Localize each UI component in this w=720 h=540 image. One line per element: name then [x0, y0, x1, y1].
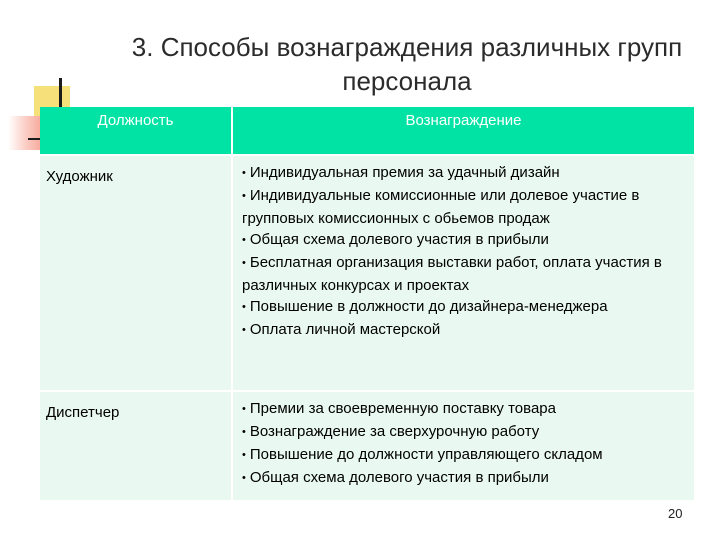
reward-item: • Оплата личной мастерской: [242, 319, 690, 342]
table-header-row: [40, 107, 694, 155]
page-number: 20: [668, 506, 683, 521]
table-row-artist: [40, 155, 694, 391]
header-position: Должность: [40, 107, 232, 155]
reward-item: • Вознаграждение за сверхурочную работу: [242, 421, 690, 444]
reward-list: [242, 398, 690, 490]
position-cell: Диспетчер: [40, 391, 232, 500]
table-row-dispatcher: [40, 391, 694, 500]
slide-title: 3. Способы вознаграждения различных групп персонала: [131, 32, 683, 96]
reward-cell: [232, 155, 694, 391]
reward-item: • Общая схема долевого участия в прибыли: [242, 467, 690, 490]
reward-table: [40, 107, 694, 500]
reward-item: • Повышение до должности управляющего складом: [242, 444, 690, 467]
reward-cell: [232, 391, 694, 500]
reward-item: • Повышение в должности до дизайнера-менеджера: [242, 296, 690, 319]
position-cell: Художник: [40, 155, 232, 391]
header-reward: Вознаграждение: [232, 107, 694, 155]
reward-item: • Индивидуальная премия за удачный дизайн: [242, 162, 690, 185]
reward-item: • Индивидуальные комиссионные или долевое участие в групповых комиссионных с обьемов продаж: [242, 185, 690, 229]
reward-list: [242, 162, 690, 342]
reward-item: • Общая схема долевого участия в прибыли: [242, 229, 690, 252]
reward-item: • Премии за своевременную поставку товара: [242, 398, 690, 421]
reward-item: • Бесплатная организация выставки работ, оплата участия в различных конкурсах и проектах: [242, 252, 690, 296]
